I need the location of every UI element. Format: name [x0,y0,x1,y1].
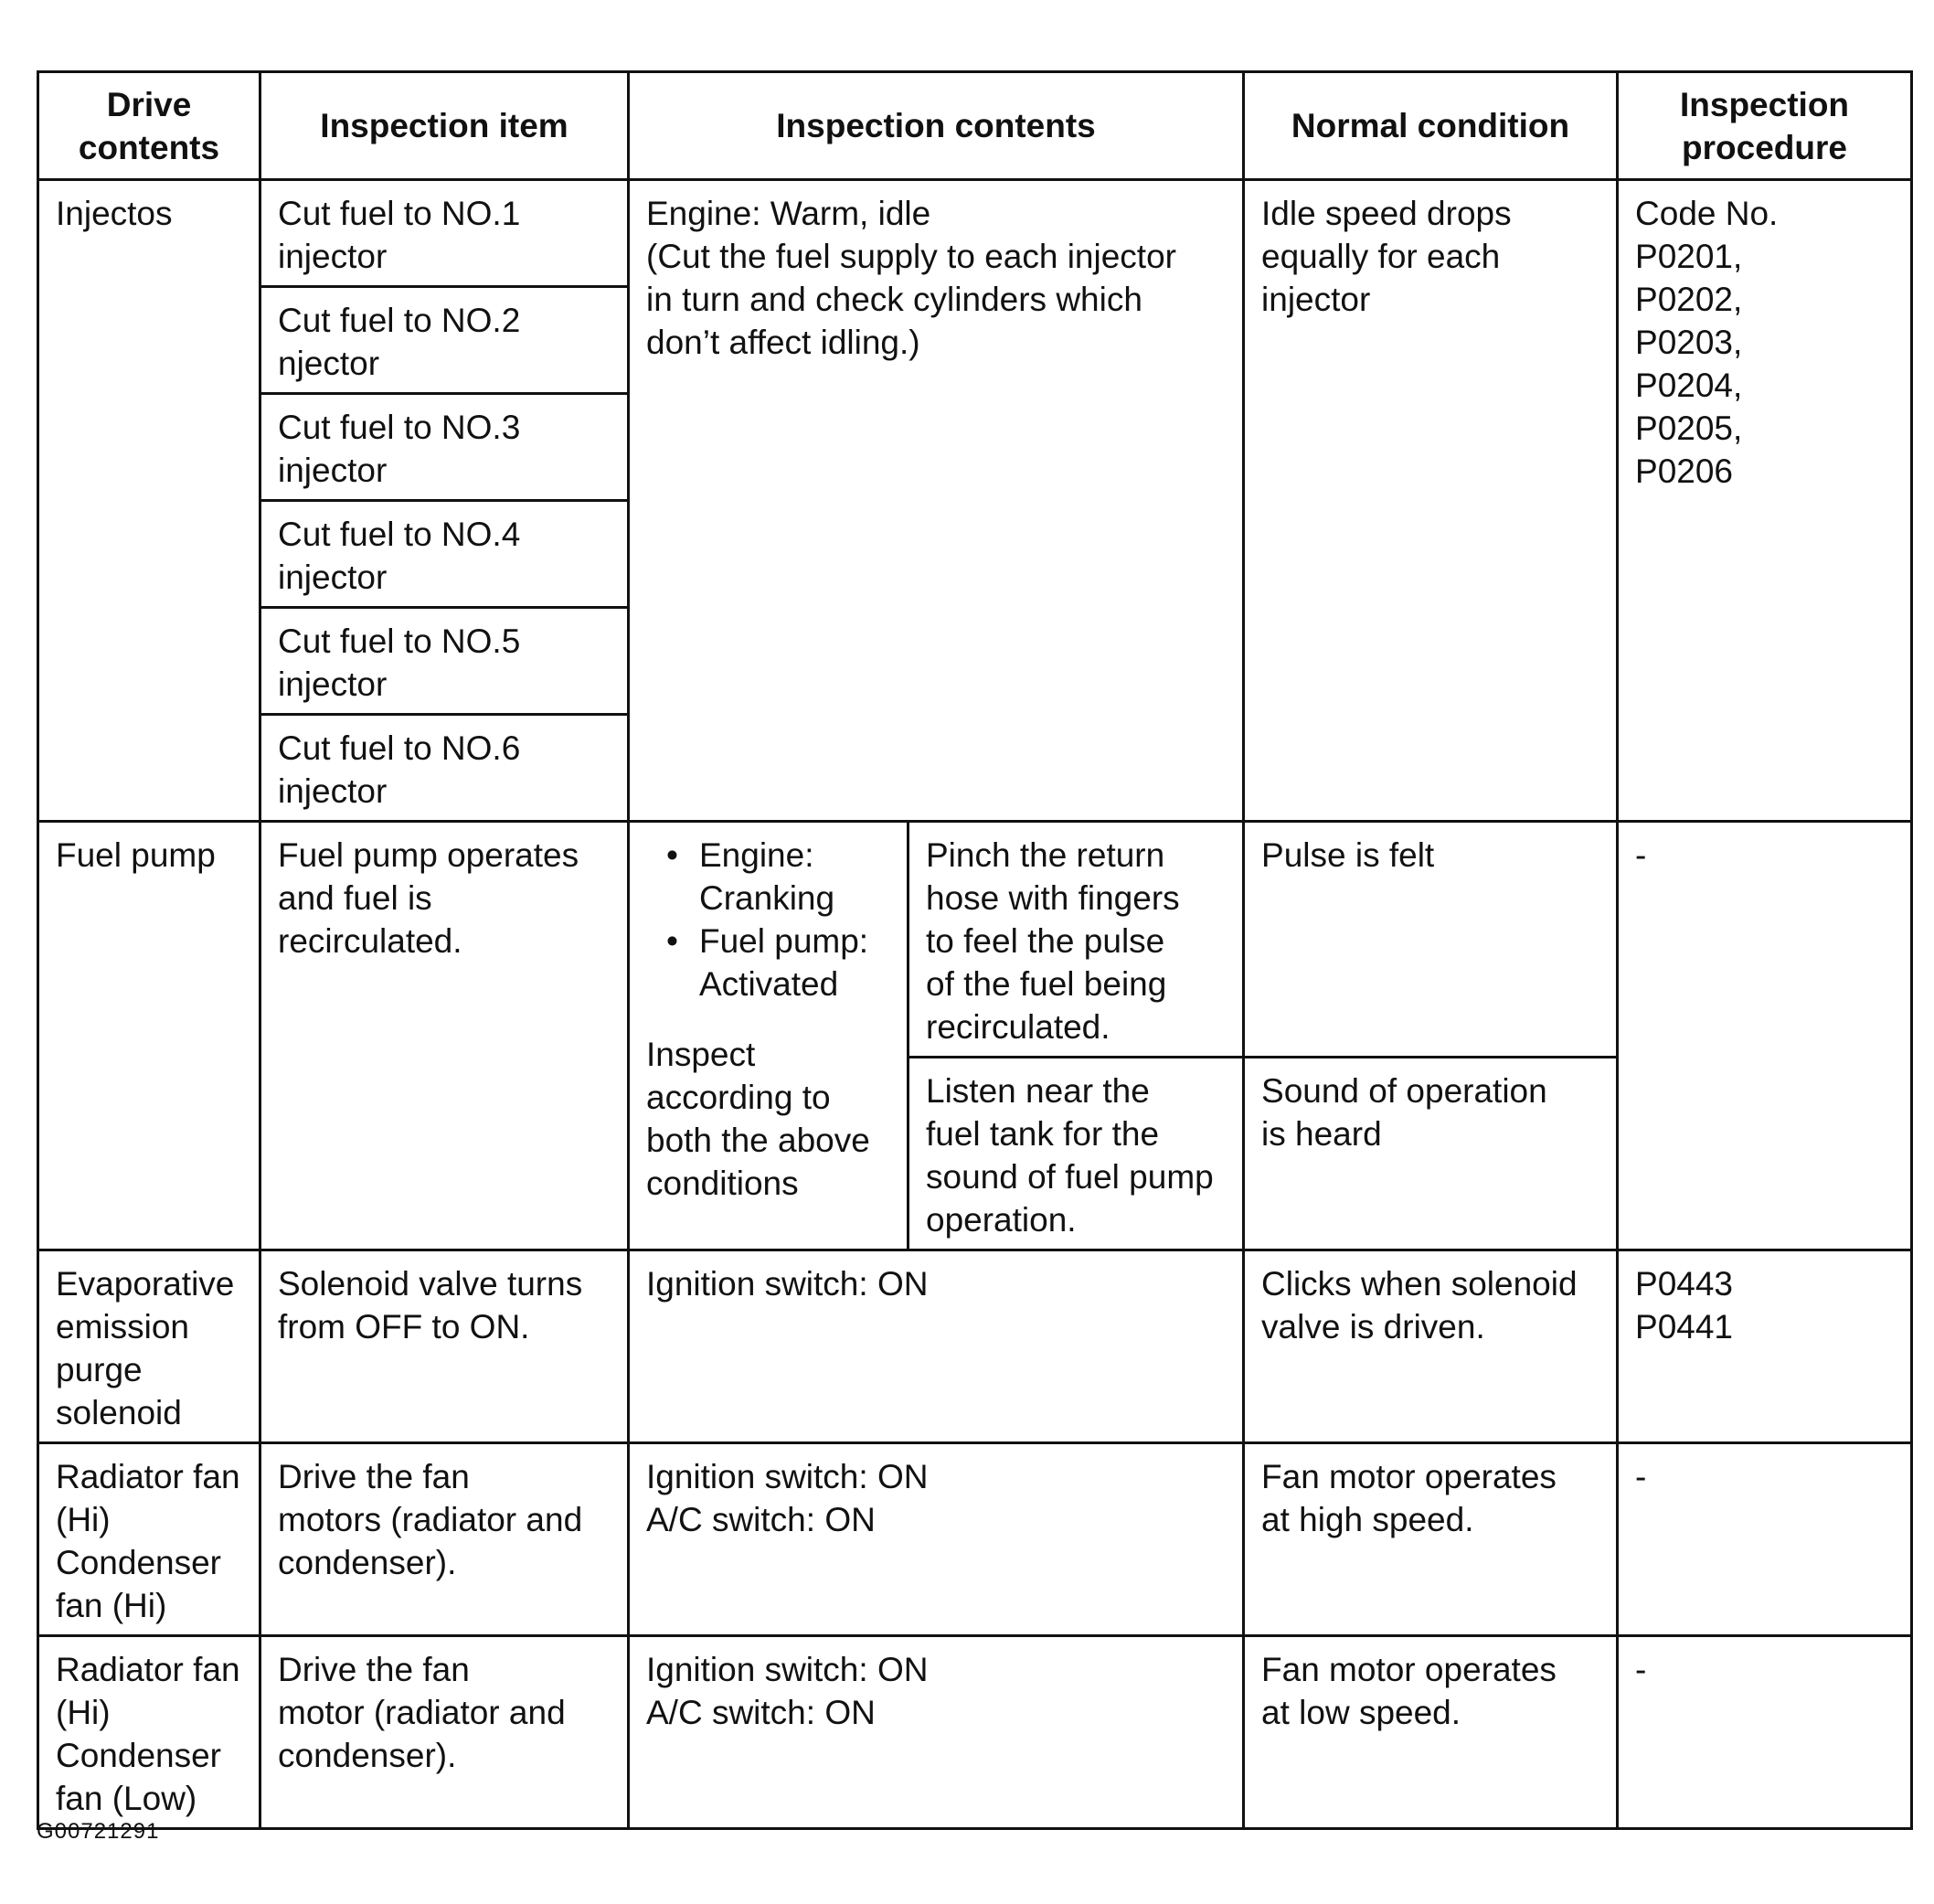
method-pinch-hose: Pinch the return hose with fingers to feel the pulse of the fuel being recirculated. [909,822,1244,1058]
conditions-fuel-pump [629,822,909,1250]
contents-evap: Ignition switch: ON [629,1250,1244,1443]
condition-fuel-pump: • Fuel pump: Activated [646,920,890,1005]
header-row [38,72,1912,180]
table-row-fan-hi [38,1443,1912,1636]
item-fan-low: Drive the fan motor (radiator and condenser). [260,1636,629,1829]
procedure-evap: P0443 P0441 [1618,1250,1912,1443]
item-injector-2: Cut fuel to NO.2 njector [260,287,629,394]
normal-evap: Clicks when solenoid valve is driven. [1244,1250,1618,1443]
table-row-fan-low [38,1636,1912,1829]
table-row-injector-1 [38,180,1912,287]
header-inspection-item: Inspection item [260,72,629,180]
drive-fan-low: Radiator fan (Hi) Condenser fan (Low) [38,1636,260,1829]
table-row-evap [38,1250,1912,1443]
normal-fan-low: Fan motor operates at low speed. [1244,1636,1618,1829]
procedure-fuel-pump: - [1618,822,1912,1250]
table-row-fuel-pump-1 [38,822,1912,1058]
normal-fan-hi: Fan motor operates at high speed. [1244,1443,1618,1636]
drive-fuel-pump: Fuel pump [38,822,260,1250]
header-inspection-procedure: Inspection procedure [1618,72,1912,180]
contents-injectors: Engine: Warm, idle (Cut the fuel supply to each injector in turn and check cylinders which don’t affect idling.) [629,180,1244,822]
item-injector-4: Cut fuel to NO.4 injector [260,501,629,608]
figure-code: G00721291 [37,1819,160,1844]
inspect-note: Inspect according to both the above conditions [646,1036,870,1202]
item-evap: Solenoid valve turns from OFF to ON. [260,1250,629,1443]
contents-fan-low: Ignition switch: ON A/C switch: ON [629,1636,1244,1829]
item-injector-1: Cut fuel to NO.1 injector [260,180,629,287]
header-drive-contents: Drive contents [38,72,260,180]
item-injector-6: Cut fuel to NO.6 injector [260,715,629,822]
item-injector-3: Cut fuel to NO.3 injector [260,394,629,501]
inspection-table [37,70,1913,1830]
normal-sound: Sound of operation is heard [1244,1058,1618,1250]
contents-fan-hi: Ignition switch: ON A/C switch: ON [629,1443,1244,1636]
header-inspection-contents: Inspection contents [629,72,1244,180]
header-normal-condition: Normal condition [1244,72,1618,180]
procedure-fan-low: - [1618,1636,1912,1829]
procedure-injectors: Code No. P0201, P0202, P0203, P0204, P0205, P0206 [1618,180,1912,822]
item-fan-hi: Drive the fan motors (radiator and condenser). [260,1443,629,1636]
method-listen-tank: Listen near the fuel tank for the sound of fuel pump operation. [909,1058,1244,1250]
drive-injectors: Injectos [38,180,260,822]
item-injector-5: Cut fuel to NO.5 injector [260,608,629,715]
condition-list [646,834,890,1005]
normal-injectors: Idle speed drops equally for each injector [1244,180,1618,822]
normal-pulse: Pulse is felt [1244,822,1618,1058]
procedure-fan-hi: - [1618,1443,1912,1636]
condition-engine: • Engine: Cranking [646,834,890,920]
item-fuel-pump: Fuel pump operates and fuel is recirculated. [260,822,629,1250]
drive-evap: Evaporative emission purge solenoid [38,1250,260,1443]
drive-fan-hi: Radiator fan (Hi) Condenser fan (Hi) [38,1443,260,1636]
